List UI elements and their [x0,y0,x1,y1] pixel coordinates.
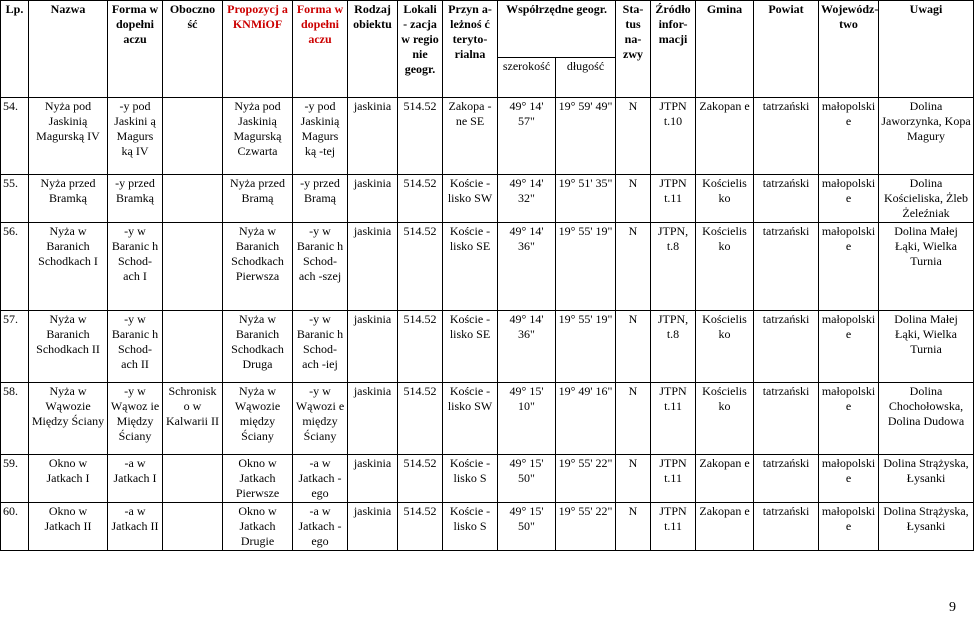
header-status: Sta- tus na- zwy [616,1,651,98]
row-przynaleznosc: Zakopa -ne SE [443,98,498,175]
row-szerokosc: 49° 15' 50" [498,455,556,503]
row-status: N [616,311,651,383]
row-wojewodztwo: małopolski e [819,175,879,223]
row-uwagi: Dolina Kościeliska, Żleb Żeleźniak [879,175,974,223]
row-uwagi: Dolina Małej Łąki, Wielka Turnia [879,223,974,311]
row-nazwa: Nyża w Baranich Schodkach II [29,311,108,383]
row-forma-dopelniacza-2: -y w Baranic h Schod- ach -iej [293,311,348,383]
header-lokalizacja: Lokali - zacja w regio nie geogr. [398,1,443,98]
row-zrodlo: JTPN, t.8 [651,311,696,383]
row-forma-dopelniacza-2: -y przed Bramą [293,175,348,223]
row-powiat: tatrzański [754,503,819,551]
row-przynaleznosc: Koście -lisko SE [443,311,498,383]
row-propozycja: Okno w Jatkach Pierwsze [223,455,293,503]
row-rodzaj: jaskinia [348,383,398,455]
row-dlugosc: 19° 49' 16" [556,383,616,455]
row-powiat: tatrzański [754,223,819,311]
row-szerokosc: 49° 14' 32" [498,175,556,223]
row-powiat: tatrzański [754,311,819,383]
row-rodzaj: jaskinia [348,175,398,223]
row-propozycja: Nyża pod Jaskinią Magurską Czwarta [223,98,293,175]
row-gmina: Kościelis ko [696,311,754,383]
row-dlugosc: 19° 55' 19" [556,223,616,311]
header-wspolrzedne: Współrzędne geogr. [498,1,616,58]
row-dlugosc: 19° 55' 19" [556,311,616,383]
row-gmina: Zakopan e [696,455,754,503]
header-forma-dopelniacza: Forma w dopełni aczu [108,1,163,98]
row-powiat: tatrzański [754,175,819,223]
table-row [1,98,974,175]
row-powiat: tatrzański [754,455,819,503]
header-zrodlo: Źródło infor- macji [651,1,696,98]
table-row [1,175,974,223]
row-zrodlo: JTPN t.10 [651,98,696,175]
row-rodzaj: jaskinia [348,503,398,551]
row-nazwa: Nyża w Baranich Schodkach I [29,223,108,311]
row-lokalizacja: 514.52 [398,311,443,383]
page-number: 9 [949,600,956,615]
row-lokalizacja: 514.52 [398,503,443,551]
row-rodzaj: jaskinia [348,223,398,311]
row-obocznosc [163,223,223,311]
row-obocznosc [163,455,223,503]
header-lp: Lp. [1,1,29,98]
header-przynaleznosc: Przyn a- leżnoś ć teryto- rialna [443,1,498,98]
row-forma-dopelniacza: -y przed Bramką [108,175,163,223]
table-row [1,503,974,551]
row-wojewodztwo: małopolski e [819,311,879,383]
row-wojewodztwo: małopolski e [819,503,879,551]
row-lokalizacja: 514.52 [398,98,443,175]
row-dlugosc: 19° 59' 49" [556,98,616,175]
row-szerokosc: 49° 14' 36" [498,311,556,383]
row-gmina: Kościelis ko [696,223,754,311]
row-dlugosc: 19° 55' 22" [556,503,616,551]
row-obocznosc: Schronisk o w Kalwarii II [163,383,223,455]
row-propozycja: Nyża w Wąwozie między Ściany [223,383,293,455]
row-przynaleznosc: Koście -lisko S [443,455,498,503]
header-rodzaj: Rodzaj obiektu [348,1,398,98]
row-forma-dopelniacza-2: -y w Baranic h Schod- ach -szej [293,223,348,311]
row-wojewodztwo: małopolski e [819,383,879,455]
row-rodzaj: jaskinia [348,455,398,503]
row-zrodlo: JTPN t.11 [651,455,696,503]
row-forma-dopelniacza-2: -y pod Jaskinią Magurs ką -tej [293,98,348,175]
row-lokalizacja: 514.52 [398,223,443,311]
row-dlugosc: 19° 51' 35" [556,175,616,223]
row-uwagi: Dolina Małej Łąki, Wielka Turnia [879,311,974,383]
row-gmina: Zakopan e [696,98,754,175]
row-forma-dopelniacza: -y w Baranic h Schod- ach I [108,223,163,311]
row-szerokosc: 49° 15' 50" [498,503,556,551]
row-zrodlo: JTPN t.11 [651,383,696,455]
row-przynaleznosc: Koście -lisko SW [443,383,498,455]
header-nazwa: Nazwa [29,1,108,98]
row-lp: 55. [1,175,29,223]
row-lp: 56. [1,223,29,311]
row-lp: 60. [1,503,29,551]
row-forma-dopelniacza-2: -a w Jatkach -ego [293,455,348,503]
row-nazwa: Okno w Jatkach I [29,455,108,503]
row-przynaleznosc: Koście -lisko SW [443,175,498,223]
header-dlugosc: długość [556,58,616,98]
row-lokalizacja: 514.52 [398,383,443,455]
row-propozycja: Nyża w Baranich Schodkach Druga [223,311,293,383]
row-forma-dopelniacza: -y w Baranic h Schod- ach II [108,311,163,383]
row-status: N [616,503,651,551]
row-uwagi: Dolina Strążyska, Łysanki [879,503,974,551]
row-lp: 59. [1,455,29,503]
row-wojewodztwo: małopolski e [819,455,879,503]
row-lp: 54. [1,98,29,175]
row-rodzaj: jaskinia [348,98,398,175]
row-status: N [616,98,651,175]
row-status: N [616,175,651,223]
row-nazwa: Nyża w Wąwozie Między Ściany [29,383,108,455]
row-zrodlo: JTPN t.11 [651,503,696,551]
row-nazwa: Nyża pod Jaskinią Magurską IV [29,98,108,175]
row-szerokosc: 49° 14' 57" [498,98,556,175]
row-status: N [616,223,651,311]
row-forma-dopelniacza: -y pod Jaskini ą Magurs ką IV [108,98,163,175]
row-szerokosc: 49° 14' 36" [498,223,556,311]
table-row [1,223,974,311]
row-forma-dopelniacza: -a w Jatkach I [108,455,163,503]
row-wojewodztwo: małopolski e [819,98,879,175]
row-uwagi: Dolina Chochołowska, Dolina Dudowa [879,383,974,455]
row-obocznosc [163,503,223,551]
row-uwagi: Dolina Strążyska, Łysanki [879,455,974,503]
row-gmina: Kościelis ko [696,175,754,223]
header-powiat: Powiat [754,1,819,98]
row-zrodlo: JTPN t.11 [651,175,696,223]
row-przynaleznosc: Koście -lisko SE [443,223,498,311]
row-forma-dopelniacza-2: -a w Jatkach -ego [293,503,348,551]
row-forma-dopelniacza-2: -y w Wąwozi e między Ściany [293,383,348,455]
row-propozycja: Nyża przed Bramą [223,175,293,223]
header-szerokosc: szerokość [498,58,556,98]
row-zrodlo: JTPN, t.8 [651,223,696,311]
row-rodzaj: jaskinia [348,311,398,383]
row-forma-dopelniacza: -y w Wąwoz ie Między Ściany [108,383,163,455]
header-propozycja: Propozycj a KNMiOF [223,1,293,98]
header-obocznosc: Oboczno ść [163,1,223,98]
row-status: N [616,455,651,503]
row-propozycja: Nyża w Baranich Schodkach Pierwsza [223,223,293,311]
row-gmina: Kościelis ko [696,383,754,455]
row-powiat: tatrzański [754,383,819,455]
row-przynaleznosc: Koście -lisko S [443,503,498,551]
row-szerokosc: 49° 15' 10" [498,383,556,455]
row-forma-dopelniacza: -a w Jatkach II [108,503,163,551]
row-nazwa: Okno w Jatkach II [29,503,108,551]
header-wojewodztwo: Wojewódz- two [819,1,879,98]
row-lp: 57. [1,311,29,383]
table-row [1,455,974,503]
table-row [1,311,974,383]
row-obocznosc [163,311,223,383]
row-wojewodztwo: małopolski e [819,223,879,311]
row-powiat: tatrzański [754,98,819,175]
row-nazwa: Nyża przed Bramką [29,175,108,223]
row-propozycja: Okno w Jatkach Drugie [223,503,293,551]
header-uwagi: Uwagi [879,1,974,98]
row-lokalizacja: 514.52 [398,455,443,503]
row-status: N [616,383,651,455]
row-obocznosc [163,175,223,223]
row-obocznosc [163,98,223,175]
row-uwagi: Dolina Jaworzynka, Kopa Magury [879,98,974,175]
header-gmina: Gmina [696,1,754,98]
row-lokalizacja: 514.52 [398,175,443,223]
row-lp: 58. [1,383,29,455]
table-row [1,383,974,455]
header-forma-dopelniacza-2: Forma w dopełni aczu [293,1,348,98]
row-gmina: Zakopan e [696,503,754,551]
row-dlugosc: 19° 55' 22" [556,455,616,503]
